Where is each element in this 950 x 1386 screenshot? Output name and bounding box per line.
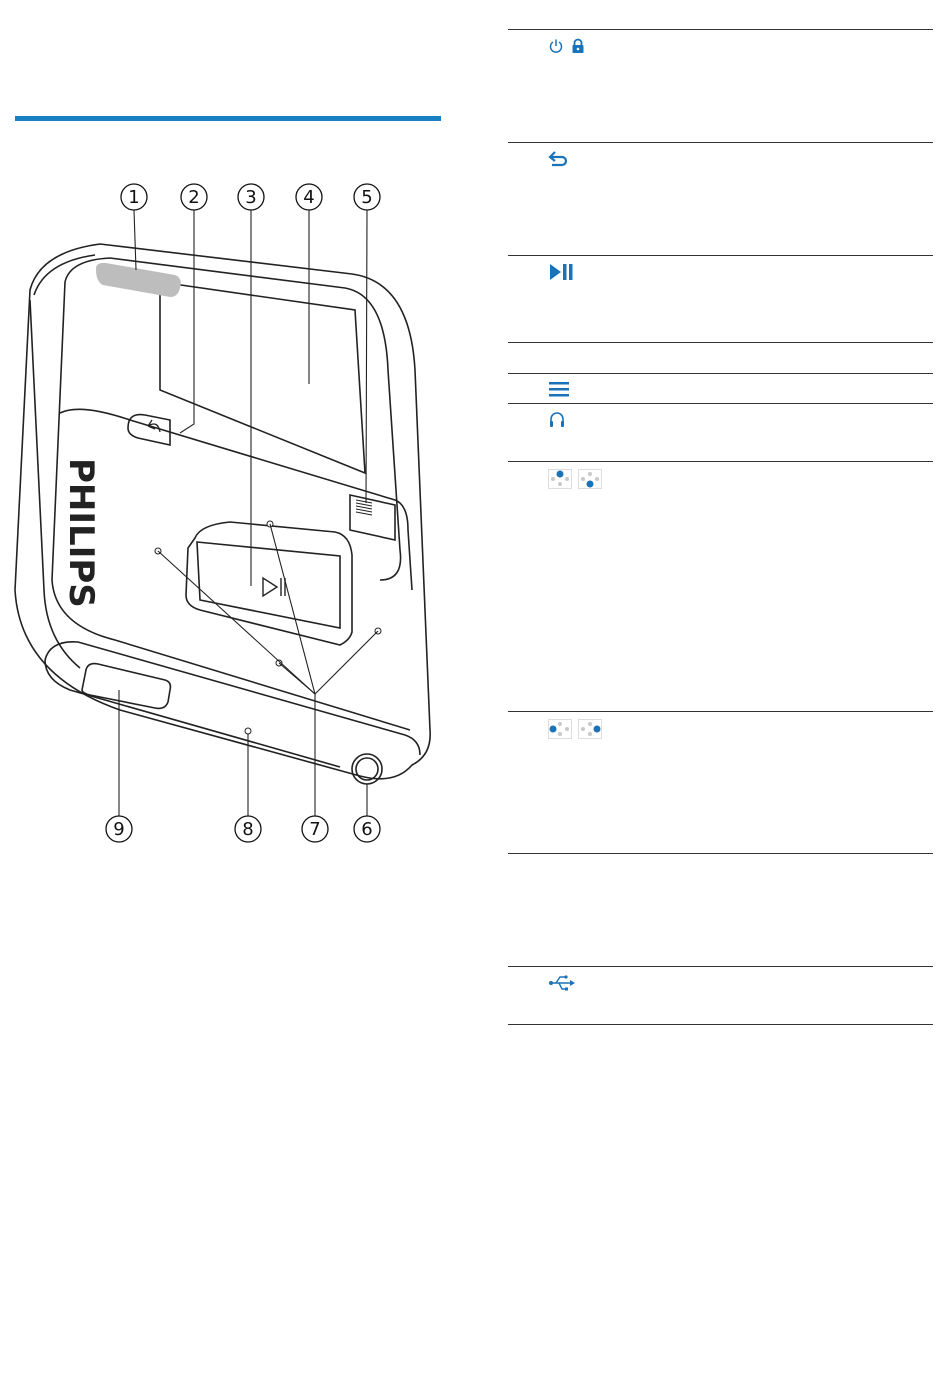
table-rule (508, 403, 933, 404)
svg-text:4: 4 (303, 187, 315, 208)
svg-text:8: 8 (242, 819, 254, 840)
table-rule (508, 142, 933, 143)
dpad-left-icon (548, 719, 572, 739)
table-rule (508, 255, 933, 256)
row-up-down (548, 468, 602, 490)
callout-3 (238, 184, 264, 210)
svg-text:2: 2 (188, 187, 200, 208)
dpad-right-icon (578, 719, 602, 739)
row-back (548, 148, 570, 170)
section-rule (15, 116, 441, 121)
brand-label: PHILIPS (61, 458, 101, 608)
row-play-pause (548, 261, 574, 283)
led-indicator (96, 263, 181, 297)
table-rule (508, 1024, 933, 1025)
headphones-icon (548, 411, 566, 429)
device-menu-mark (356, 500, 372, 515)
back-arrow-icon (548, 150, 570, 168)
dpad-down-icon (578, 469, 602, 489)
callout-1 (121, 184, 147, 210)
table-rule (508, 853, 933, 854)
row-left-right (548, 718, 602, 740)
svg-text:1: 1 (128, 187, 140, 208)
callout-7 (302, 816, 328, 842)
power-icon (548, 38, 564, 54)
device-play-pause-mark (263, 578, 285, 596)
device-diagram (0, 170, 470, 860)
table-rule (508, 461, 933, 462)
row-headphones (548, 409, 566, 431)
table-rule (508, 711, 933, 712)
menu-icon (548, 380, 570, 398)
usb-icon (548, 974, 576, 992)
table-rule (508, 373, 933, 374)
svg-text:5: 5 (361, 187, 373, 208)
dpad-up-icon (548, 469, 572, 489)
callout-4 (296, 184, 322, 210)
table-rule (508, 29, 933, 30)
svg-text:3: 3 (245, 187, 257, 208)
callout-5 (354, 184, 380, 210)
row-usb (548, 972, 576, 994)
row-power-lock (548, 35, 586, 57)
svg-text:6: 6 (361, 819, 373, 840)
callout-8 (235, 816, 261, 842)
table-rule (508, 342, 933, 343)
svg-text:9: 9 (113, 819, 125, 840)
table-rule (508, 966, 933, 967)
callout-6 (354, 816, 380, 842)
svg-text:7: 7 (309, 819, 321, 840)
play-pause-icon (548, 263, 574, 281)
callout-2 (181, 184, 207, 210)
row-menu (548, 378, 570, 400)
callout-9 (106, 816, 132, 842)
leader-lines (119, 210, 378, 816)
lock-icon (570, 38, 586, 54)
